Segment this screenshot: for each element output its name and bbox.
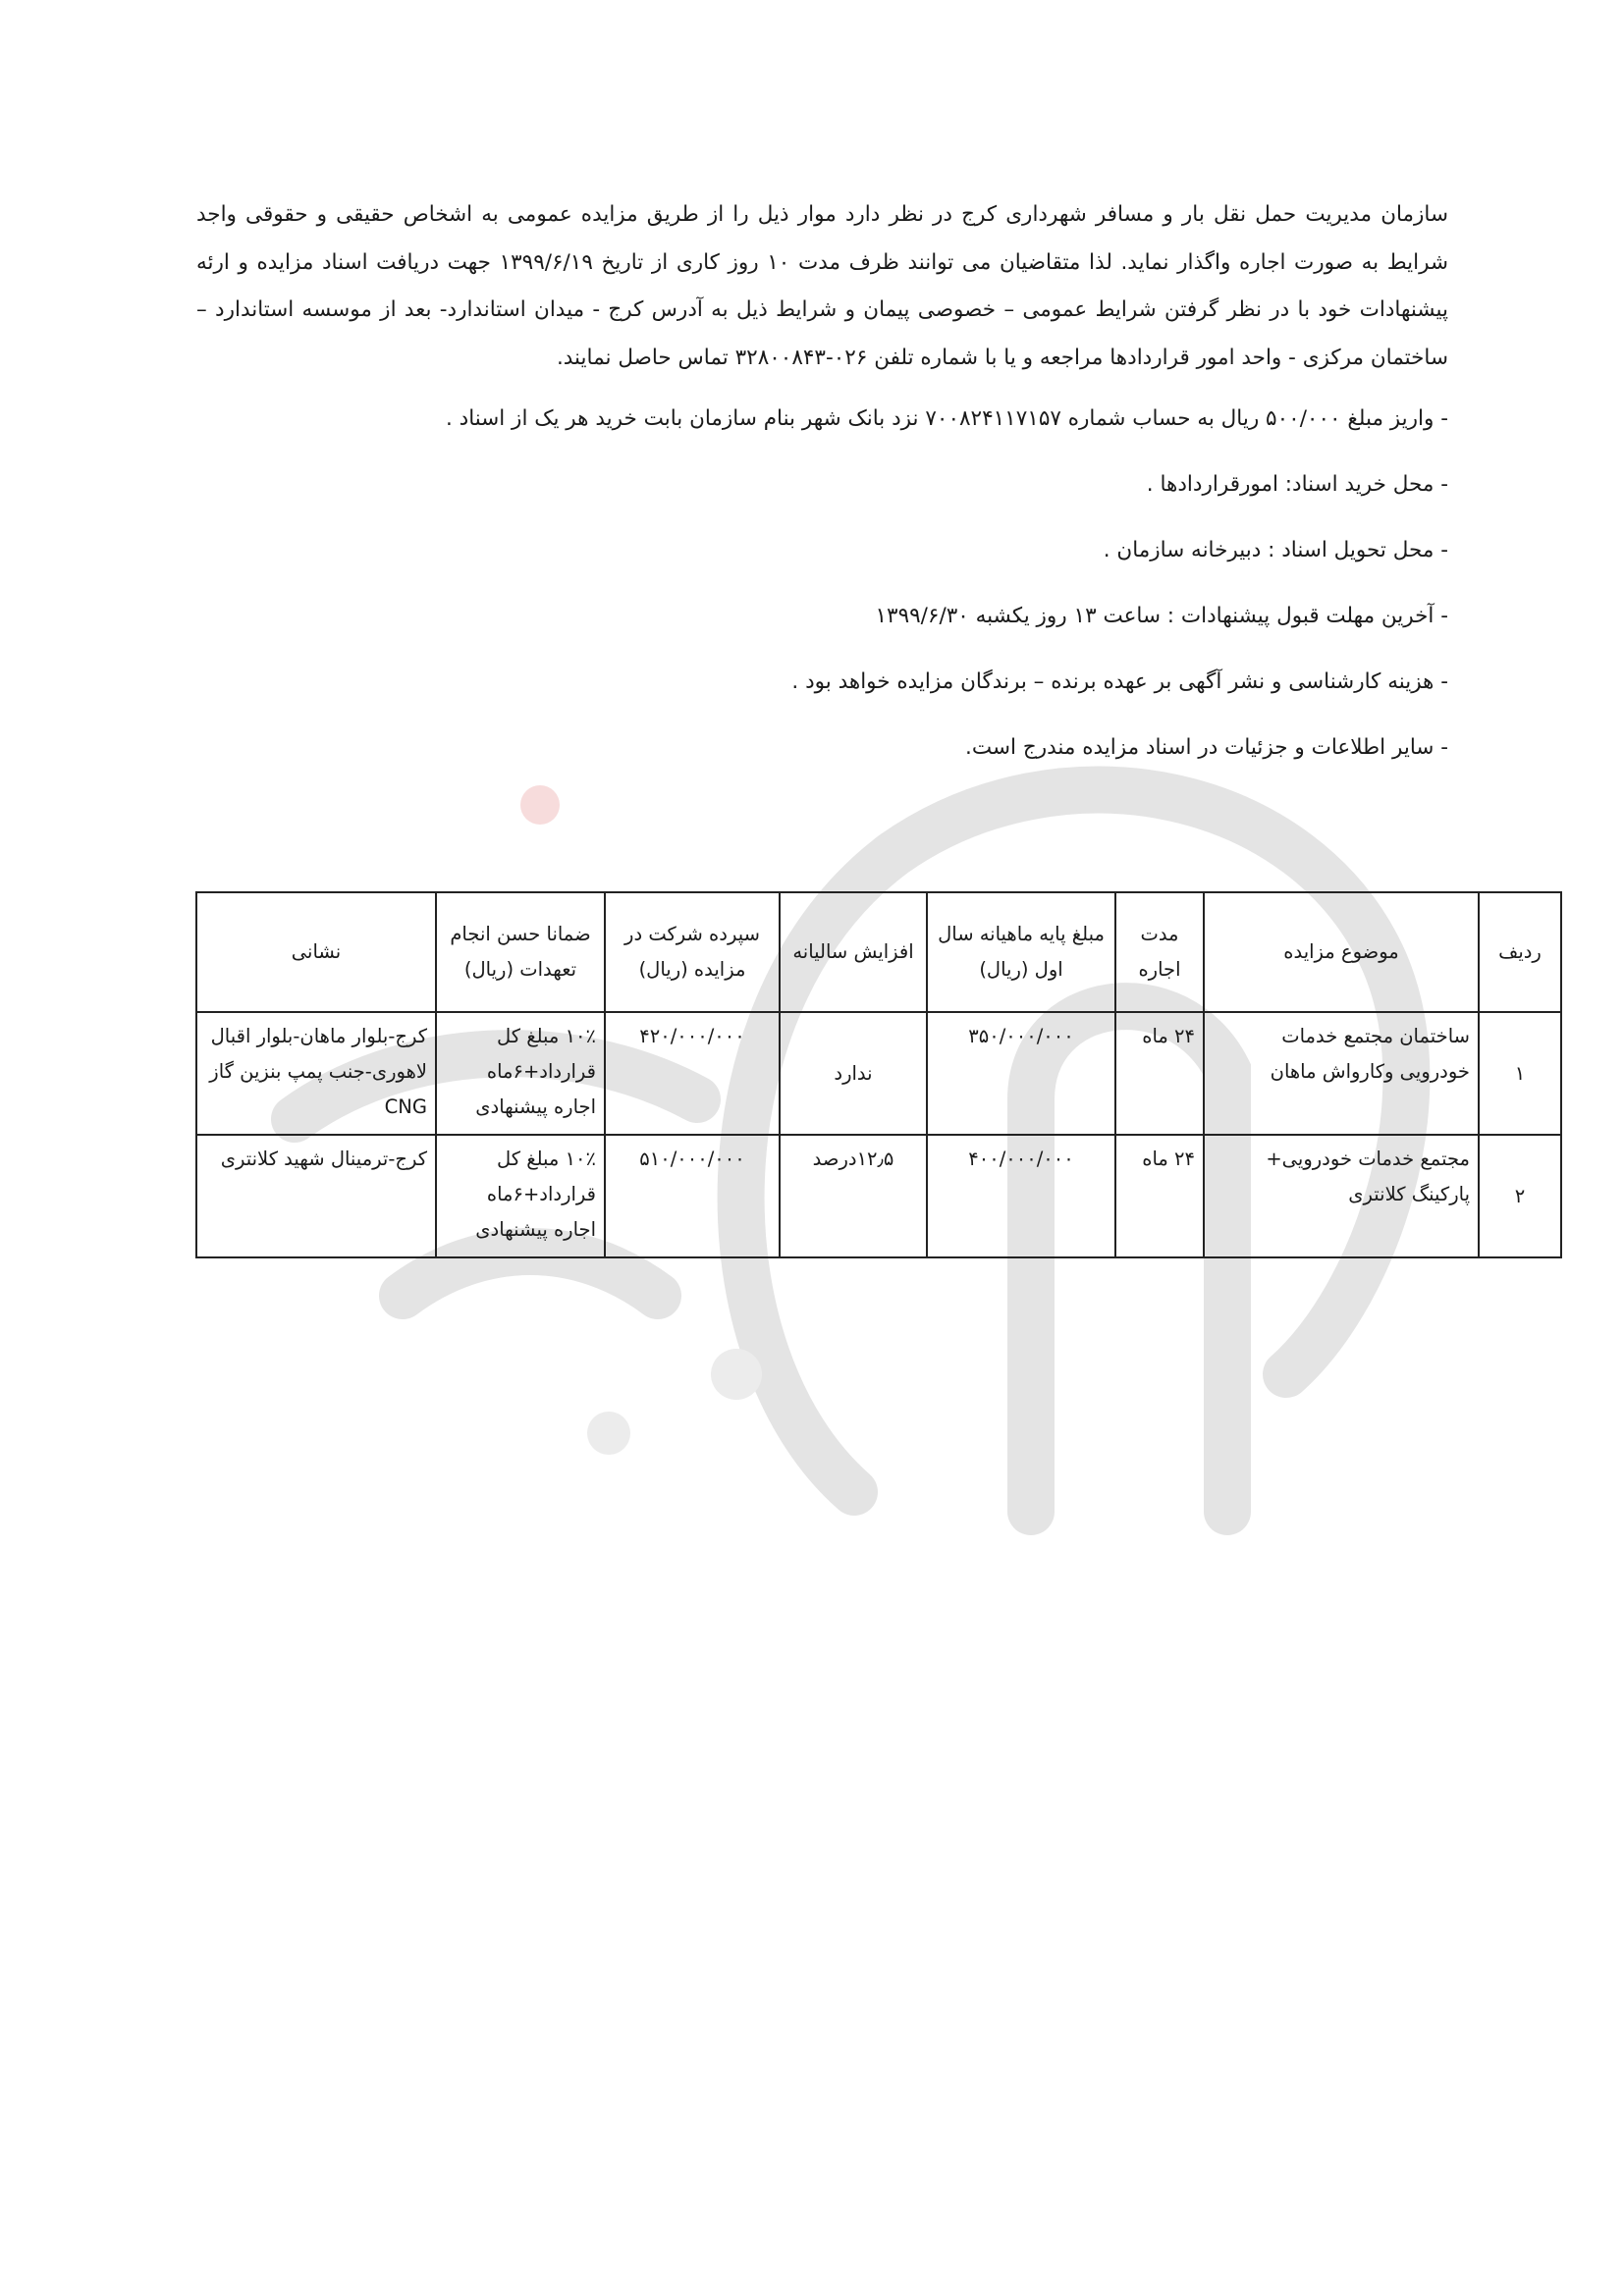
cell-address: کرج-ترمینال شهید کلانتری (196, 1135, 436, 1257)
list-item: - سایر اطلاعات و جزئیات در اسناد مزایده مندرج است. (965, 735, 1448, 760)
cell-deposit: ۵۱۰/۰۰۰/۰۰۰ (605, 1135, 780, 1257)
cell-increase: ندارد (780, 1012, 927, 1135)
cell-row-no: ۱ (1479, 1012, 1561, 1135)
header-address: نشانی (196, 892, 436, 1012)
cell-address: کرج-بلوار ماهان-بلوار اقبال لاهوری-جنب پمپ بنزین گاز CNG (196, 1012, 436, 1135)
list-item: - هزینه کارشناسی و نشر آگهی بر عهده برنده – برندگان مزایده خواهد بود . (791, 669, 1448, 694)
header-increase: افزایش سالیانه (780, 892, 927, 1012)
header-subject: موضوع مزایده (1204, 892, 1479, 1012)
announcement-body (196, 191, 1448, 794)
cell-subject: ساختمان مجتمع خدمات خودرویی وکارواش ماهان (1204, 1012, 1479, 1135)
cell-guarantee: ۱۰٪ مبلغ کل قرارداد+۶ماه اجاره پیشنهادی (436, 1012, 605, 1135)
cell-subject: مجتمع خدمات خودرویی+ پارکینگ کلانتری (1204, 1135, 1479, 1257)
cell-deposit: ۴۲۰/۰۰۰/۰۰۰ (605, 1012, 780, 1135)
intro-paragraph: سازمان مدیریت حمل نقل بار و مسافر شهرداری کرج در نظر دارد موار ذیل را از طریق مزایده عمومی به اشخاص حقیقی و حقوقی واجد شرایط به صورت اجاره واگذار نماید. لذا متقاضیان می توانند ظرف مدت ۱۰ روز کاری از تاریخ ۱۳۹۹/۶/۱۹ جهت دریافت اسناد مزایده و ارئه پیشنهادات خود با در نظر گرفتن شرایط عمومی – خصوصی پیمان و شرایط ذیل به آدرس کرج - میدان استاندارد- بعد از موسسه استاندارد – ساختمان مرکزی - واحد امور قراردادها مراجعه و یا با شماره تلفن ۰۲۶-۳۲۸۰۰۸۴۳ تماس حاصل نمایند. (196, 202, 1449, 370)
cell-row-no: ۲ (1479, 1135, 1561, 1257)
table-row (196, 1012, 1561, 1135)
header-row-no: ردیف (1479, 892, 1561, 1012)
table-header-row (196, 892, 1561, 1012)
cell-base-price: ۳۵۰/۰۰۰/۰۰۰ (927, 1012, 1115, 1135)
auction-table-wrapper (197, 891, 1562, 1258)
list-item: - محل تحویل اسناد : دبیرخانه سازمان . (1103, 538, 1448, 562)
cell-base-price: ۴۰۰/۰۰۰/۰۰۰ (927, 1135, 1115, 1257)
cell-increase: ۱۲٫۵درصد (780, 1135, 927, 1257)
header-deposit: سپرده شرکت در مزایده (ریال) (605, 892, 780, 1012)
header-duration: مدت اجاره (1115, 892, 1204, 1012)
conditions-list (196, 400, 1448, 768)
list-item: - محل خرید اسناد: امورقراردادها . (1146, 472, 1448, 497)
table-row (196, 1135, 1561, 1257)
list-item: - واریز مبلغ ۵۰۰/۰۰۰ ریال به حساب شماره ۷۰۰۸۲۴۱۱۷۱۵۷ نزد بانک شهر بنام سازمان بابت خرید هر یک از اسناد . (445, 406, 1448, 431)
cell-duration: ۲۴ ماه (1115, 1135, 1204, 1257)
cell-duration: ۲۴ ماه (1115, 1012, 1204, 1135)
auction-table (195, 891, 1562, 1258)
list-item: - آخرین مهلت قبول پیشنهادات : ساعت ۱۳ روز یکشبه ۱۳۹۹/۶/۳۰ (875, 604, 1448, 628)
header-base-price: مبلغ پایه ماهیانه سال اول (ریال) (927, 892, 1115, 1012)
cell-guarantee: ۱۰٪ مبلغ کل قرارداد+۶ماه اجاره پیشنهادی (436, 1135, 605, 1257)
header-guarantee: ضمانا حسن انجام تعهدات (ریال) (436, 892, 605, 1012)
